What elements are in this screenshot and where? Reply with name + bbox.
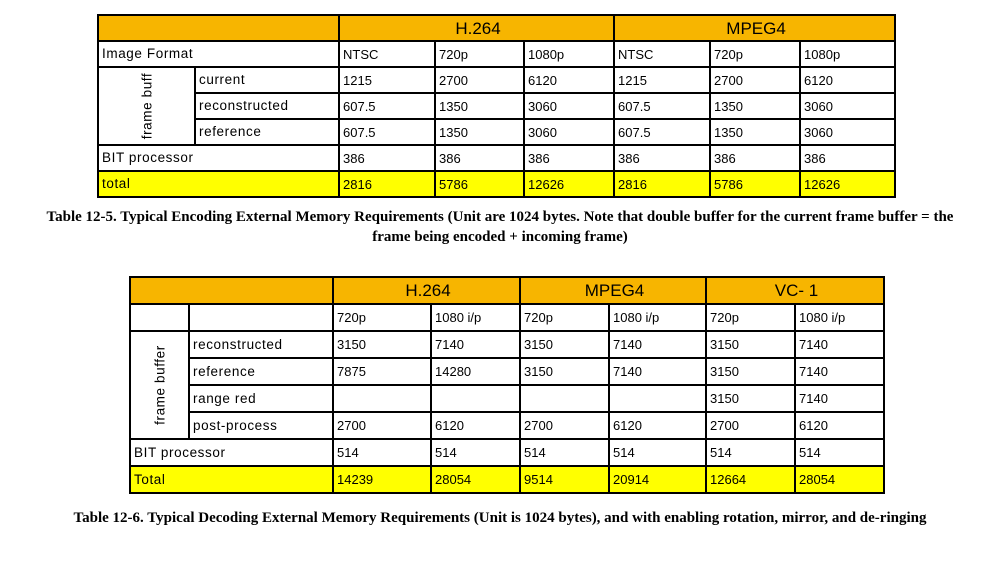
format-blank xyxy=(189,304,333,331)
format-cell: 1080 i/p xyxy=(609,304,706,331)
value-cell: 1350 xyxy=(710,93,800,119)
total-label: total xyxy=(98,171,339,197)
value-cell: 2700 xyxy=(435,67,524,93)
format-cell: 1080 i/p xyxy=(431,304,520,331)
format-cell: 720p xyxy=(435,41,524,67)
value-cell: 386 xyxy=(339,145,435,171)
value-cell xyxy=(333,385,431,412)
codec-h264: H.264 xyxy=(339,15,614,41)
format-blank xyxy=(130,304,189,331)
bit-processor-row xyxy=(130,439,884,466)
value-cell: 386 xyxy=(524,145,614,171)
value-cell: 607.5 xyxy=(614,93,710,119)
value-cell: 14280 xyxy=(431,358,520,385)
value-cell: 7140 xyxy=(795,331,884,358)
value-cell: 7140 xyxy=(795,358,884,385)
value-cell: 1350 xyxy=(435,93,524,119)
value-cell: 7140 xyxy=(795,385,884,412)
total-cell: 2816 xyxy=(339,171,435,197)
value-cell: 3150 xyxy=(520,331,609,358)
value-cell: 7875 xyxy=(333,358,431,385)
value-cell xyxy=(609,385,706,412)
format-cell: 720p xyxy=(710,41,800,67)
row-label: reference xyxy=(195,119,339,145)
table-row xyxy=(130,331,884,358)
table-12-6-caption: Table 12-6. Typical Decoding External Memory Requirements (Unit is 1024 bytes), and with enabling rotation, mirror, and de-ringing xyxy=(73,510,927,526)
format-cell: 1080p xyxy=(800,41,895,67)
total-cell: 20914 xyxy=(609,466,706,493)
table-row xyxy=(130,412,884,439)
bit-processor-row xyxy=(98,145,895,171)
value-cell: 3150 xyxy=(706,358,795,385)
value-cell: 514 xyxy=(706,439,795,466)
value-cell: 3150 xyxy=(520,358,609,385)
format-cell: 720p xyxy=(333,304,431,331)
value-cell: 3150 xyxy=(706,331,795,358)
value-cell: 1215 xyxy=(614,67,710,93)
format-cell: 1080 i/p xyxy=(795,304,884,331)
format-cell: 720p xyxy=(520,304,609,331)
row-label: range red xyxy=(189,385,333,412)
value-cell: 2700 xyxy=(710,67,800,93)
value-cell: 514 xyxy=(609,439,706,466)
value-cell: 386 xyxy=(614,145,710,171)
value-cell: 1350 xyxy=(710,119,800,145)
value-cell: 3060 xyxy=(800,119,895,145)
value-cell: 1215 xyxy=(339,67,435,93)
value-cell: 7140 xyxy=(609,358,706,385)
value-cell: 607.5 xyxy=(339,119,435,145)
format-cell: NTSC xyxy=(614,41,710,67)
total-cell: 14239 xyxy=(333,466,431,493)
total-cell: 28054 xyxy=(795,466,884,493)
codec-mpeg4: MPEG4 xyxy=(614,15,895,41)
codec-h264: H.264 xyxy=(333,277,520,304)
value-cell: 3060 xyxy=(524,119,614,145)
codec-header-row xyxy=(130,277,884,304)
value-cell: 7140 xyxy=(431,331,520,358)
table-row xyxy=(130,385,884,412)
value-cell: 3060 xyxy=(800,93,895,119)
decoding-memory-table xyxy=(129,276,885,494)
value-cell xyxy=(431,385,520,412)
row-label: reference xyxy=(189,358,333,385)
frame-buffer-group-label: frame buffer xyxy=(130,331,189,439)
value-cell: 6120 xyxy=(800,67,895,93)
bit-processor-label: BIT processor xyxy=(130,439,333,466)
value-cell: 3060 xyxy=(524,93,614,119)
format-row xyxy=(98,41,895,67)
value-cell: 6120 xyxy=(524,67,614,93)
value-cell: 607.5 xyxy=(614,119,710,145)
value-cell: 386 xyxy=(800,145,895,171)
value-cell: 6120 xyxy=(609,412,706,439)
table-row xyxy=(98,119,895,145)
row-label: reconstructed xyxy=(195,93,339,119)
total-cell: 12626 xyxy=(524,171,614,197)
header-blank xyxy=(130,277,333,304)
header-blank xyxy=(98,15,339,41)
table-row xyxy=(130,358,884,385)
value-cell: 514 xyxy=(333,439,431,466)
format-cell: 720p xyxy=(706,304,795,331)
value-cell: 3150 xyxy=(706,385,795,412)
value-cell: 7140 xyxy=(609,331,706,358)
value-cell: 2700 xyxy=(706,412,795,439)
row-label: reconstructed xyxy=(189,331,333,358)
bit-processor-label: BIT processor xyxy=(98,145,339,171)
total-cell: 28054 xyxy=(431,466,520,493)
value-cell: 386 xyxy=(435,145,524,171)
value-cell: 514 xyxy=(520,439,609,466)
table-row xyxy=(98,93,895,119)
value-cell xyxy=(520,385,609,412)
row-label: post-process xyxy=(189,412,333,439)
codec-header-row xyxy=(98,15,895,41)
format-cell: 1080p xyxy=(524,41,614,67)
codec-vc1: VC- 1 xyxy=(706,277,884,304)
encoding-memory-table xyxy=(97,14,896,198)
value-cell: 2700 xyxy=(520,412,609,439)
value-cell: 386 xyxy=(710,145,800,171)
value-cell: 514 xyxy=(795,439,884,466)
total-cell: 5786 xyxy=(435,171,524,197)
value-cell: 514 xyxy=(431,439,520,466)
format-row xyxy=(130,304,884,331)
total-cell: 9514 xyxy=(520,466,609,493)
total-cell: 2816 xyxy=(614,171,710,197)
table-row xyxy=(98,67,895,93)
image-format-label: Image Format xyxy=(98,41,339,67)
total-row xyxy=(130,466,884,493)
frame-buffer-group-label: frame buff xyxy=(98,67,195,145)
total-cell: 5786 xyxy=(710,171,800,197)
total-row xyxy=(98,171,895,197)
value-cell: 1350 xyxy=(435,119,524,145)
table-12-5-caption: Table 12-5. Typical Encoding External Memory Requirements (Unit are 1024 bytes. Note that double buffer for the current frame buffer = the frame being encoded + incoming frame) xyxy=(46,209,954,245)
total-label: Total xyxy=(130,466,333,493)
value-cell: 6120 xyxy=(431,412,520,439)
total-cell: 12664 xyxy=(706,466,795,493)
value-cell: 6120 xyxy=(795,412,884,439)
total-cell: 12626 xyxy=(800,171,895,197)
codec-mpeg4: MPEG4 xyxy=(520,277,706,304)
row-label: current xyxy=(195,67,339,93)
format-cell: NTSC xyxy=(339,41,435,67)
value-cell: 2700 xyxy=(333,412,431,439)
value-cell: 3150 xyxy=(333,331,431,358)
value-cell: 607.5 xyxy=(339,93,435,119)
